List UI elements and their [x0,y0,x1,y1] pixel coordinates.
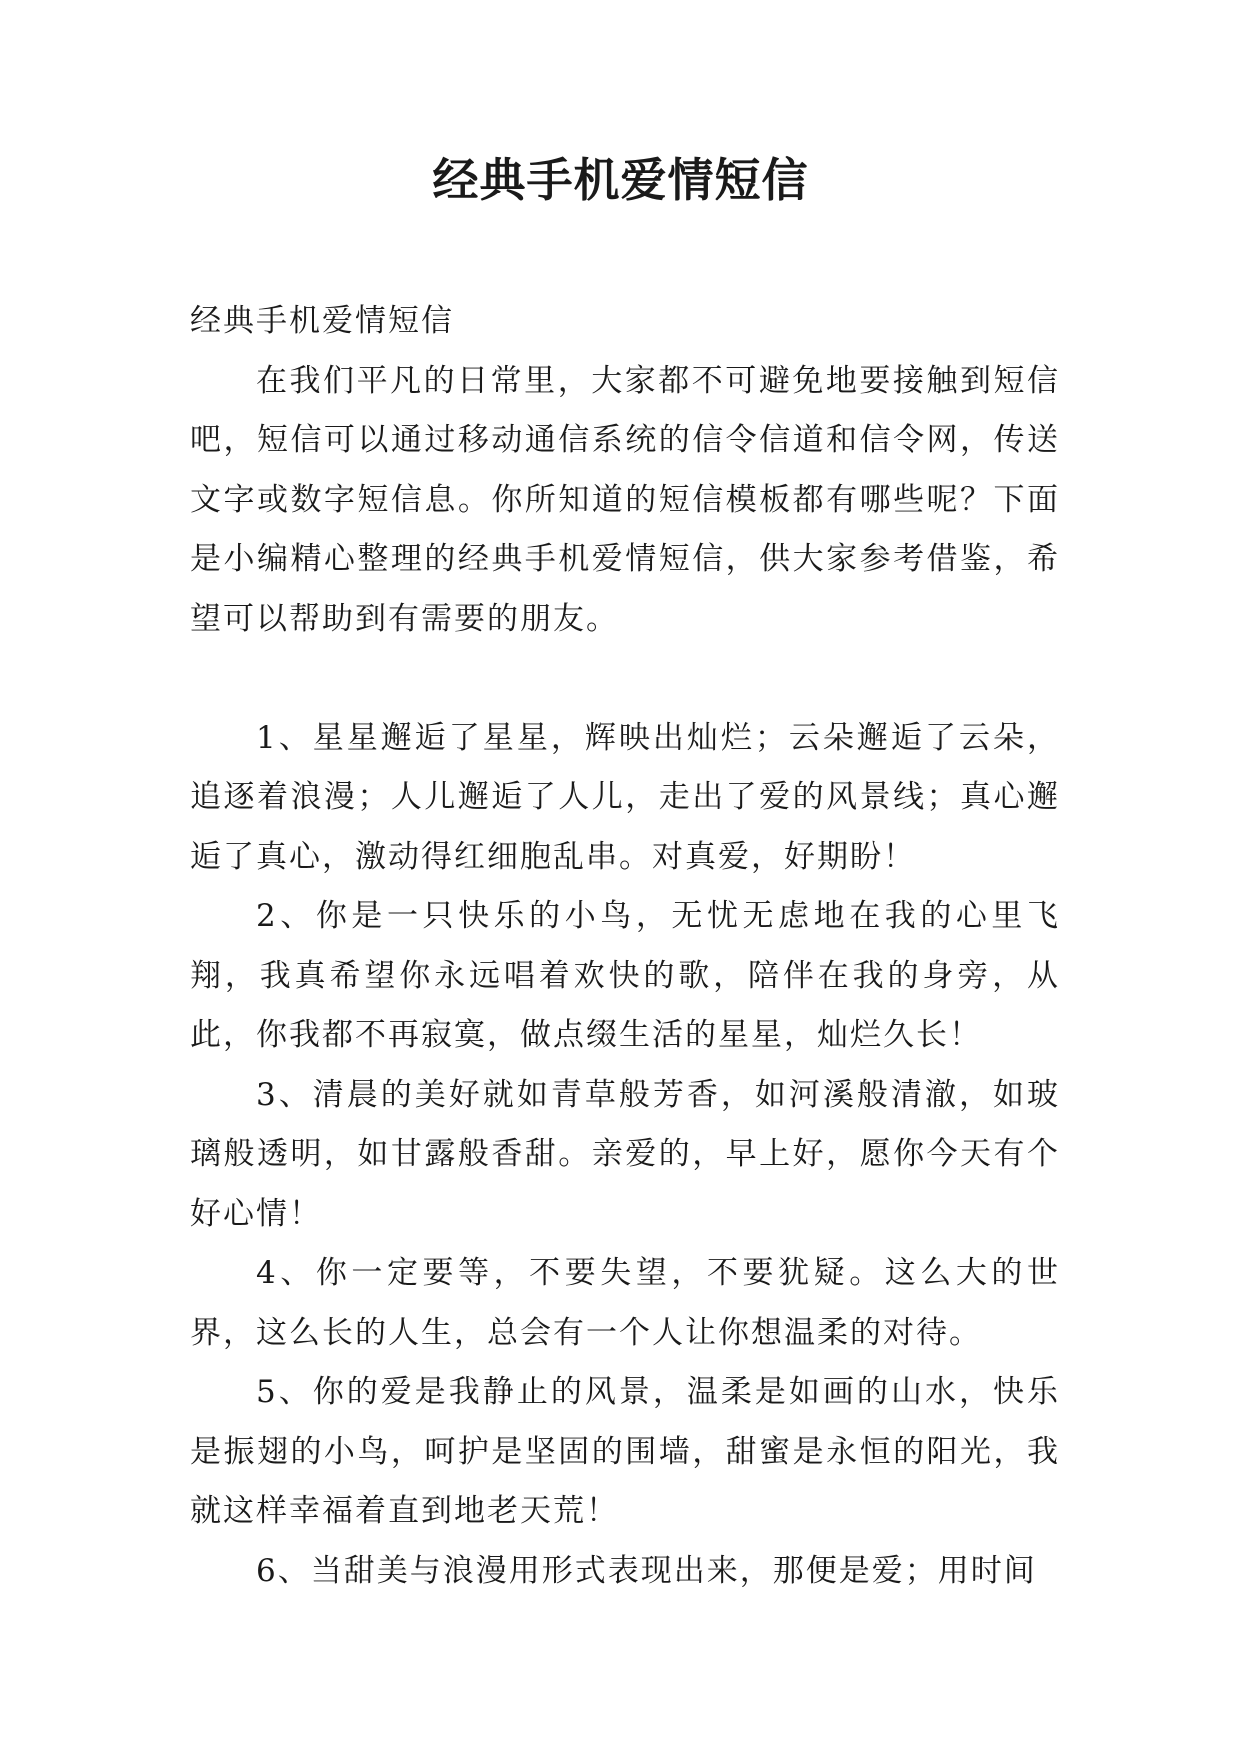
list-item: 6、当甜美与浪漫用形式表现出来，那便是爱；用时间 [256,1552,1037,1589]
list-item: 4、你一定要等，不要失望，不要犹疑。这么大的世界，这么长的人生，总会有一个人让你想温柔的对待。 [190,1255,1060,1351]
document-body [190,292,1060,1601]
list-item: 2、你是一只快乐的小鸟，无忧无虑地在我的心里飞翔，我真希望你永远唱着欢快的歌，陪伴在我的身旁，从此，你我都不再寂寞，做点缀生活的星星，灿烂久长！ [190,898,1060,1053]
list-item: 5、你的爱是我静止的风景，温柔是如画的山水，快乐是振翅的小鸟，呵护是坚固的围墙，甜蜜是永恒的阳光，我就这样幸福着直到地老天荒！ [190,1374,1060,1529]
paragraph-spacer [190,649,1060,709]
document-subtitle: 经典手机爱情短信 [190,303,454,339]
intro-paragraph: 在我们平凡的日常里，大家都不可避免地要接触到短信吧，短信可以通过移动通信系统的信令信道和信令网，传送文字或数字短信息。你所知道的短信模板都有哪些呢？下面是小编精心整理的经典手机爱情短信，供大家参考借鉴，希望可以帮助到有需要的朋友。 [190,362,1060,637]
list-item: 3、清晨的美好就如青草般芳香，如河溪般清澈，如玻璃般透明，如甘露般香甜。亲爱的，早上好，愿你今天有个好心情！ [190,1076,1060,1232]
document-title: 经典手机爱情短信 [432,153,809,207]
list-item: 1、星星邂逅了星星，辉映出灿烂；云朵邂逅了云朵，追逐着浪漫；人儿邂逅了人儿，走出了爱的风景线；真心邂逅了真心，激动得红细胞乱串。对真爱，好期盼！ [190,719,1060,875]
